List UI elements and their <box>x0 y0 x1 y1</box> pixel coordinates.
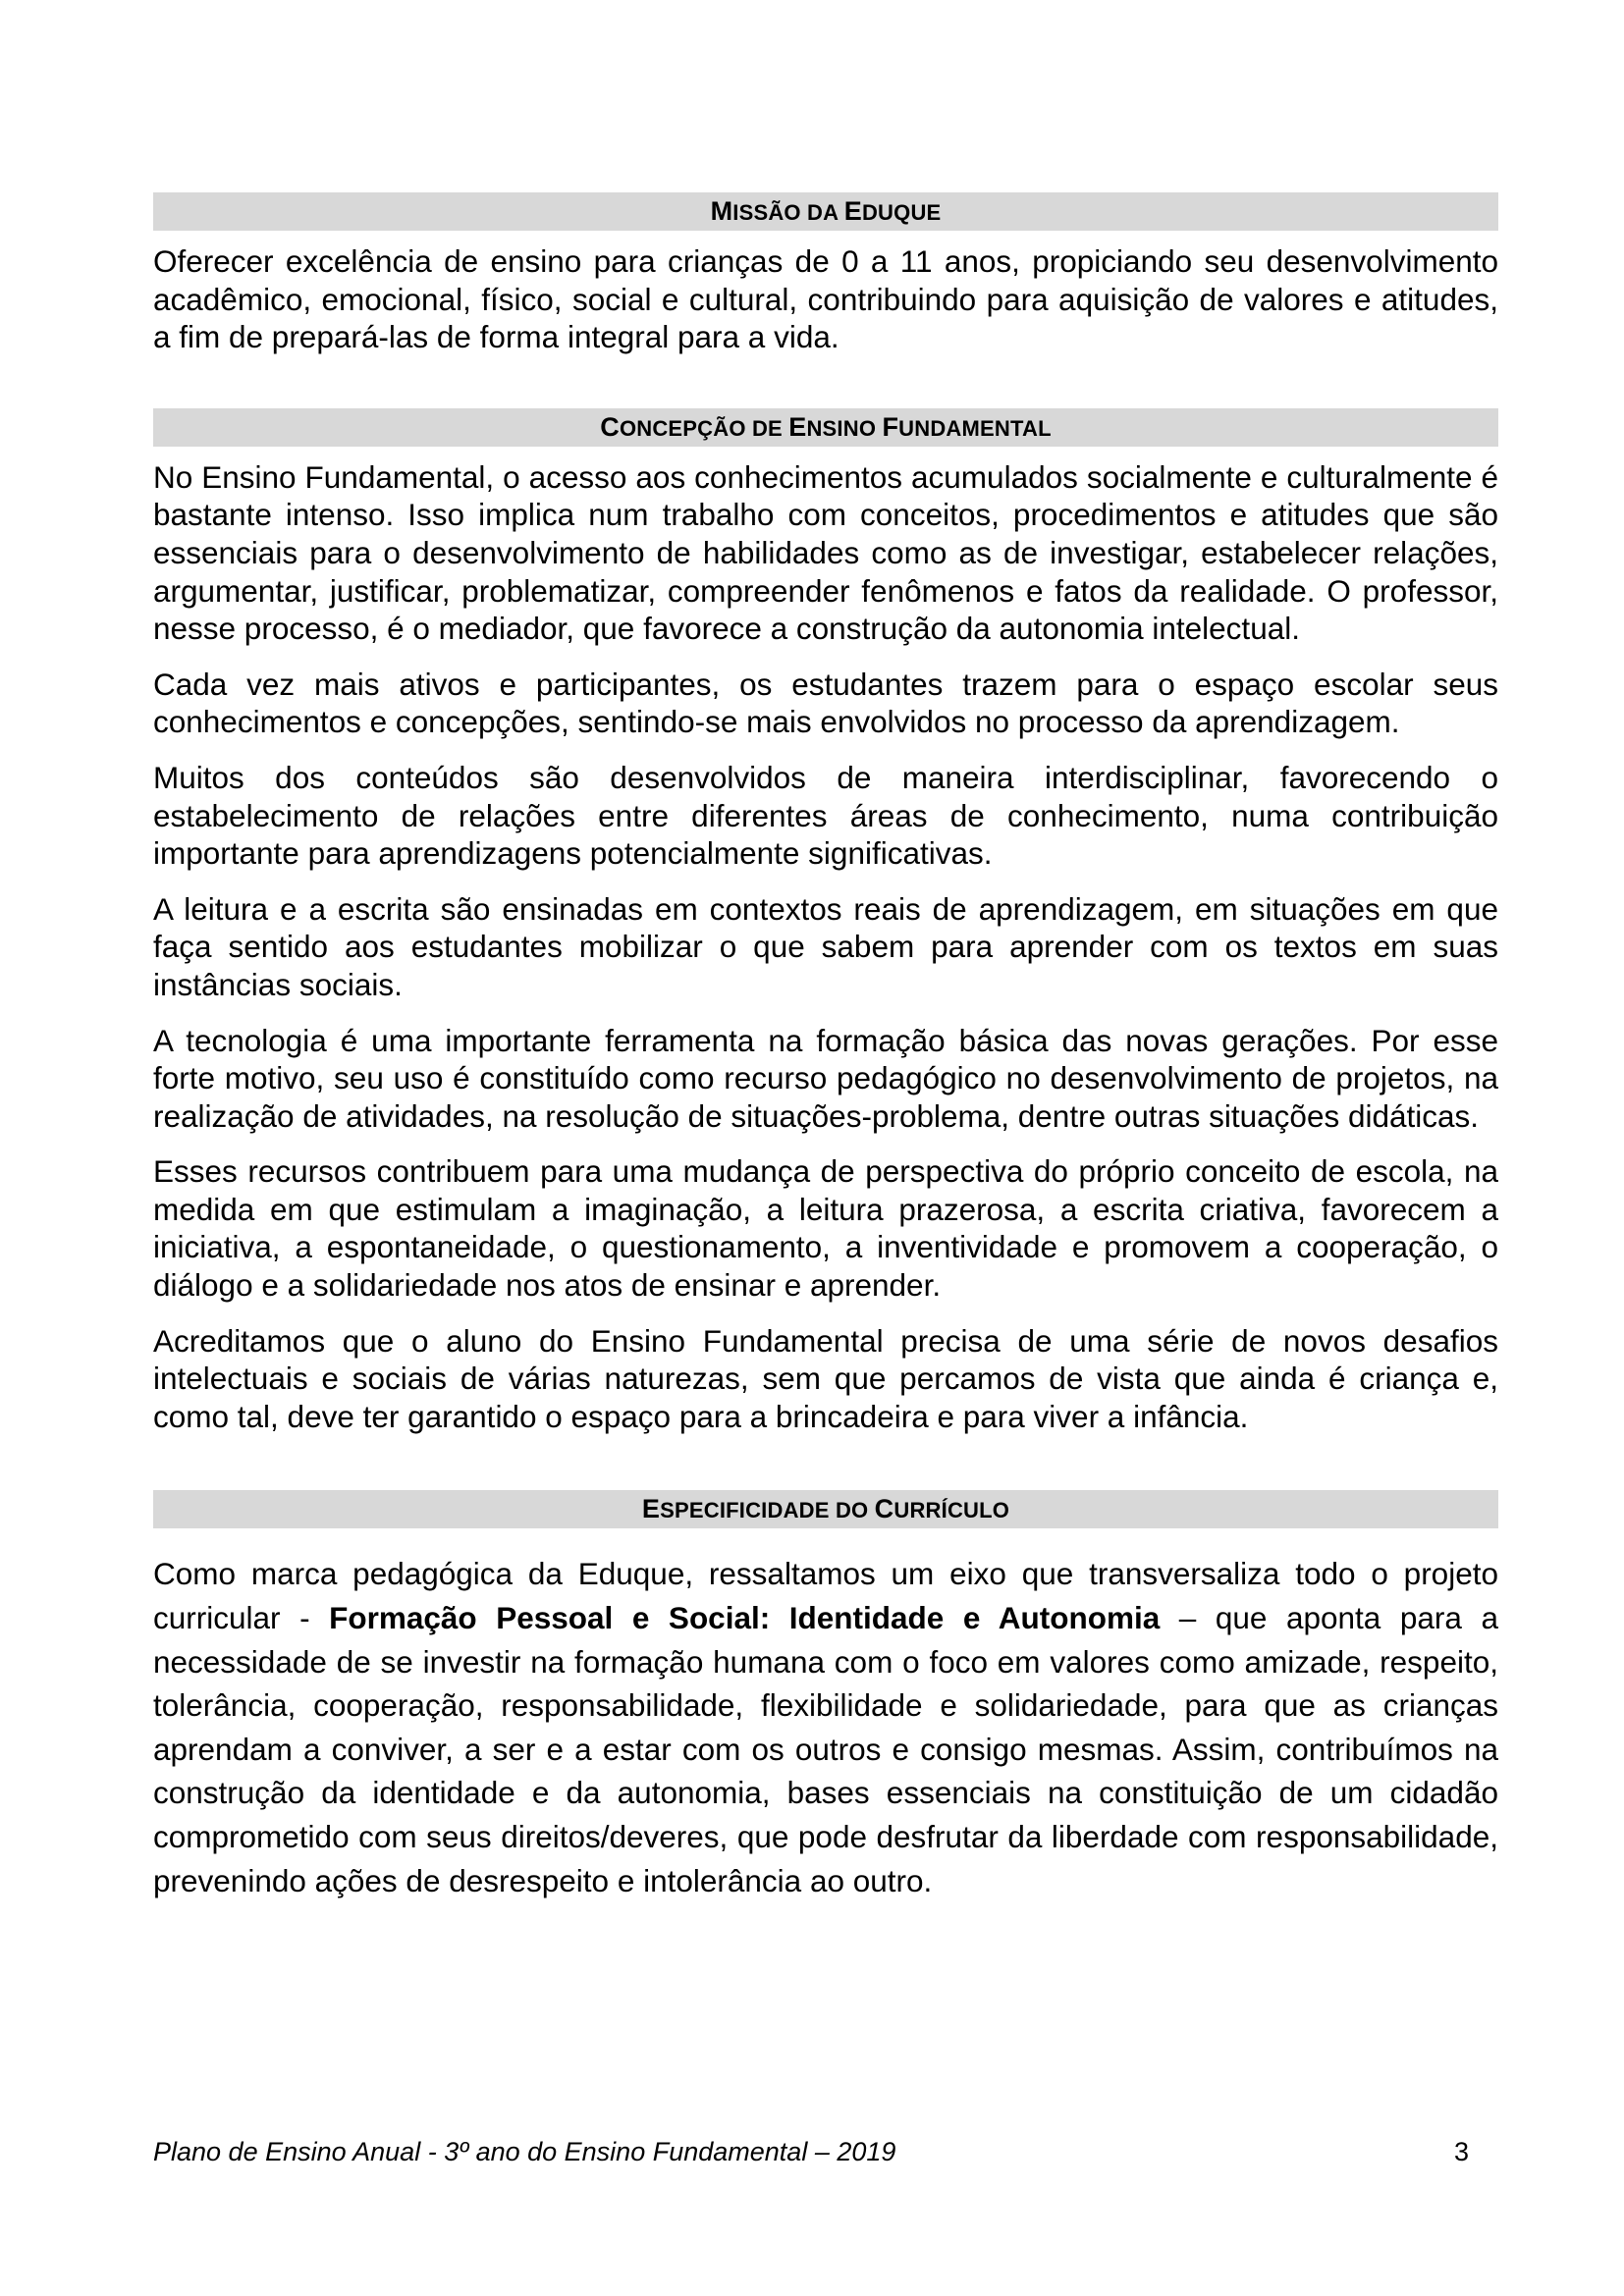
section-especificidade <box>153 1490 1498 1902</box>
paragraph-text: – que aponta para a necessidade de se investir na formação humana com o foco em valores como amizade, respeito, tolerância, cooperação, responsabilidade, flexibilidade e solidariedade, para que as crianças aprendam a conviver, a ser e a estar com os outros e consigo mesmas. Assim, contribuímos na construção da identidade e da autonomia, bases essenciais na constituição de um cidadão comprometido com seus direitos/deveres, que pode desfrutar da liberdade com responsabilidade, prevenindo ações de desrespeito e intolerância ao outro. <box>153 1600 1498 1898</box>
title-part: URRÍCULO <box>893 1498 1010 1523</box>
paragraph: Muitos dos conteúdos são desenvolvidos de maneira interdisciplinar, favorecendo o estabelecimento de relações entre diferentes áreas de conhecimento, numa contribuição importante para aprendizagens potencialmente significativas. <box>153 759 1498 872</box>
title-part: E <box>788 411 807 442</box>
document-page <box>153 192 1498 1902</box>
title-part: F <box>882 411 899 442</box>
paragraph: Cada vez mais ativos e participantes, os estudantes trazem para o espaço escolar seus conhecimentos e concepções, sentindo-se mais envolvidos no processo da aprendizagem. <box>153 666 1498 740</box>
title-part: M <box>710 196 733 226</box>
title-part: ONCEPÇÃO DE <box>619 415 789 441</box>
title-part: NSINO <box>806 415 883 441</box>
section-header-missao <box>153 192 1498 231</box>
paragraph-curriculo <box>153 1552 1498 1902</box>
title-part: C <box>600 411 620 442</box>
page-footer <box>153 2137 1469 2167</box>
page-number: 3 <box>1453 2137 1469 2166</box>
title-part: ISSÃO DA <box>732 200 844 225</box>
footer-text: Plano de Ensino Anual - 3º ano do Ensino Fundamental – 2019 <box>153 2137 896 2166</box>
paragraph: Acreditamos que o aluno do Ensino Fundamental precisa de uma série de novos desafios intelectuais e sociais de várias naturezas, sem que percamos de vista que ainda é criança e, como tal, deve ter garantido o espaço para a brincadeira e para viver a infância. <box>153 1322 1498 1434</box>
paragraph-highlight: Formação Pessoal e Social: Identidade e Autonomia <box>329 1600 1161 1636</box>
section-header-especificidade <box>153 1490 1498 1528</box>
paragraph: No Ensino Fundamental, o acesso aos conhecimentos acumulados socialmente e culturalmente é bastante intenso. Isso implica num trabalho com conceitos, procedimentos e atitudes que são essenciais para o desenvolvimento de habilidades como as de investigar, estabelecer relações, argumentar, justificar, problematizar, compreender fenômenos e fatos da realidade. O professor, nesse processo, é o mediador, que favorece a construção da autonomia intelectual. <box>153 458 1498 647</box>
paragraph: Esses recursos contribuem para uma mudança de perspectiva do próprio conceito de escola, na medida em que estimulam a imaginação, a leitura prazerosa, a escrita criativa, favorecem a iniciativa, a espontaneidade, o questionamento, a inventividade e promovem a cooperação, o diálogo e a solidariedade nos atos de ensinar e aprender. <box>153 1153 1498 1304</box>
paragraph-text: Como marca pedagógica da Eduque, ressaltamos um eixo que transversaliza todo o projeto curricular - <box>153 1556 1498 1636</box>
section-concepcao <box>153 408 1498 1436</box>
title-part: E <box>843 196 862 226</box>
title-part: C <box>874 1494 894 1524</box>
section-header-concepcao <box>153 408 1498 447</box>
title-part: E <box>641 1494 661 1524</box>
section-missao <box>153 192 1498 356</box>
title-part: UNDAMENTAL <box>898 415 1052 441</box>
title-part: DUQUE <box>861 200 942 225</box>
paragraph: A leitura e a escrita são ensinadas em contextos reais de aprendizagem, em situações em que faça sentido aos estudantes mobilizar o que sabem para aprender com os textos em suas instâncias sociais. <box>153 890 1498 1002</box>
paragraph: A tecnologia é uma importante ferramenta na formação básica das novas gerações. Por esse forte motivo, seu uso é constituído como recurso pedagógico no desenvolvimento de projetos, na realização de atividades, na resolução de situações-problema, dentre outras situações didáticas. <box>153 1022 1498 1134</box>
title-part: SPECIFICIDADE DO <box>660 1498 875 1523</box>
paragraph: Oferecer excelência de ensino para crianças de 0 a 11 anos, propiciando seu desenvolvimento acadêmico, emocional, físico, social e cultural, contribuindo para aquisição de valores e atitudes, a fim de prepará-las de forma integral para a vida. <box>153 243 1498 355</box>
